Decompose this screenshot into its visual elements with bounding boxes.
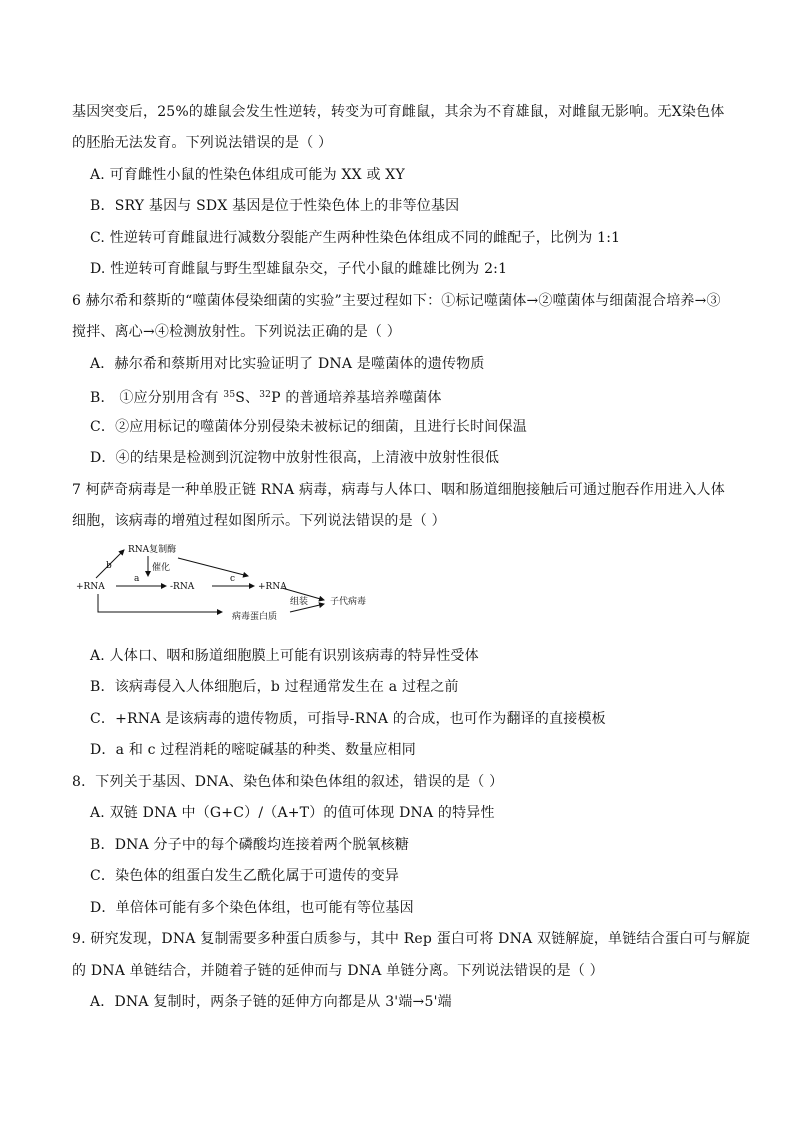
label-process-a: a [134, 574, 140, 584]
q9-stem-line-2: 的 DNA 单链结合，并随着子链的延伸而与 DNA 单链分离。下列说法错误的是（ ） [72, 963, 604, 979]
q6-option-b-part3: P 的普通培养基培养噬菌体 [271, 390, 442, 406]
q6-option-c: C．②应用标记的噬菌体分别侵染未被标记的细菌，且进行长时间保温 [90, 419, 527, 435]
label-rna-replicase: RNA复制酶 [128, 545, 177, 555]
label-catalyze: 催化 [152, 563, 171, 573]
q5-option-c: C. 性逆转可育雌鼠进行减数分裂能产生两种性染色体组成不同的雌配子，比例为 1:1 [90, 230, 621, 246]
label-assemble: 组装 [290, 597, 309, 607]
sulfur-mass-number: 35 [223, 390, 236, 400]
q9-stem-line-1: 9. 研究发现，DNA 复制需要多种蛋白质参与，其中 Rep 蛋白可将 DNA 双链解旋，单链结合蛋白可与解旋 [72, 931, 751, 947]
virus-replication-diagram [72, 540, 402, 630]
q6-stem-line-2: 搅拌、离心→④检测放射性。下列说法正确的是（ ） [72, 324, 401, 340]
q8-option-b: B．DNA 分子中的每个磷酸均连接着两个脱氧核糖 [90, 837, 410, 853]
arrow-b [96, 550, 124, 578]
arrow-catalyze-c [178, 558, 248, 576]
label-offspring-virus: 子代病毒 [330, 597, 367, 607]
label-process-b: b [106, 561, 112, 571]
q7-option-b: B．该病毒侵入人体细胞后，b 过程通常发生在 a 过程之前 [90, 679, 459, 695]
label-process-c: c [230, 574, 236, 584]
q8-option-a: A. 双链 DNA 中（G+C）/（A+T）的值可体现 DNA 的特异性 [90, 805, 495, 821]
q7-stem-line-1: 7 柯萨奇病毒是一种单股正链 RNA 病毒，病毒与人体口、咽和肠道细胞接触后可通过胞吞作用进入人体 [72, 482, 725, 498]
q8-stem: 8．下列关于基因、DNA、染色体和染色体组的叙述，错误的是（ ） [72, 774, 504, 790]
label-plus-rna-right: +RNA [258, 582, 287, 592]
q6-option-b [90, 385, 442, 408]
q9-option-a: A．DNA 复制时，两条子链的延伸方向都是从 3'端→5'端 [90, 994, 452, 1010]
arrow-to-protein [98, 594, 222, 612]
label-minus-rna: -RNA [170, 582, 195, 592]
q6-option-b-part1: B． ①应分别用含有 [90, 390, 224, 406]
q7-option-d: D．a 和 c 过程消耗的嘧啶碱基的种类、数量应相同 [90, 742, 416, 758]
q7-option-c: C．+RNA 是该病毒的遗传物质，可指导-RNA 的合成，也可作为翻译的直接模板 [90, 711, 606, 727]
q7-stem-line-2: 细胞，该病毒的增殖过程如图所示。下列说法错误的是（ ） [72, 513, 446, 529]
phosphorus-mass-number: 32 [259, 390, 272, 400]
q6-option-a: A．赫尔希和蔡斯用对比实验证明了 DNA 是噬菌体的遗传物质 [90, 356, 485, 372]
q6-stem-line-1: 6 赫尔希和蔡斯的“噬菌体侵染细菌的实验”主要过程如下：①标记噬菌体→②噬菌体与细菌混合培养→③ [72, 293, 721, 309]
q7-option-a: A. 人体口、咽和肠道细胞膜上可能有识别该病毒的特异性受体 [90, 648, 479, 664]
q5-option-a: A. 可育雌性小鼠的性染色体组成可能为 XX 或 XY [90, 167, 405, 183]
q5-stem-line-1: 基因突变后，25%的雄鼠会发生性逆转，转变为可育雌鼠，其余为不育雄鼠，对雌鼠无影响。无X染色体 [72, 104, 725, 120]
q5-stem-line-2: 的胚胎无法发育。下列说法错误的是（ ） [72, 135, 333, 151]
label-viral-protein: 病毒蛋白质 [232, 612, 278, 622]
q6-option-d: D．④的结果是检测到沉淀物中放射性很高，上清液中放射性很低 [90, 450, 500, 466]
q5-option-b: B．SRY 基因与 SDX 基因是位于性染色体上的非等位基因 [90, 198, 460, 214]
q8-option-d: D．单倍体可能有多个染色体组，也可能有等位基因 [90, 900, 414, 916]
label-plus-rna-left: +RNA [76, 582, 105, 592]
q6-option-b-part2: S、 [235, 390, 260, 406]
q8-option-c: C．染色体的组蛋白发生乙酰化属于可遗传的变异 [90, 868, 400, 884]
q5-option-d: D. 性逆转可育雌鼠与野生型雄鼠杂交，子代小鼠的雌雄比例为 2:1 [90, 261, 508, 277]
